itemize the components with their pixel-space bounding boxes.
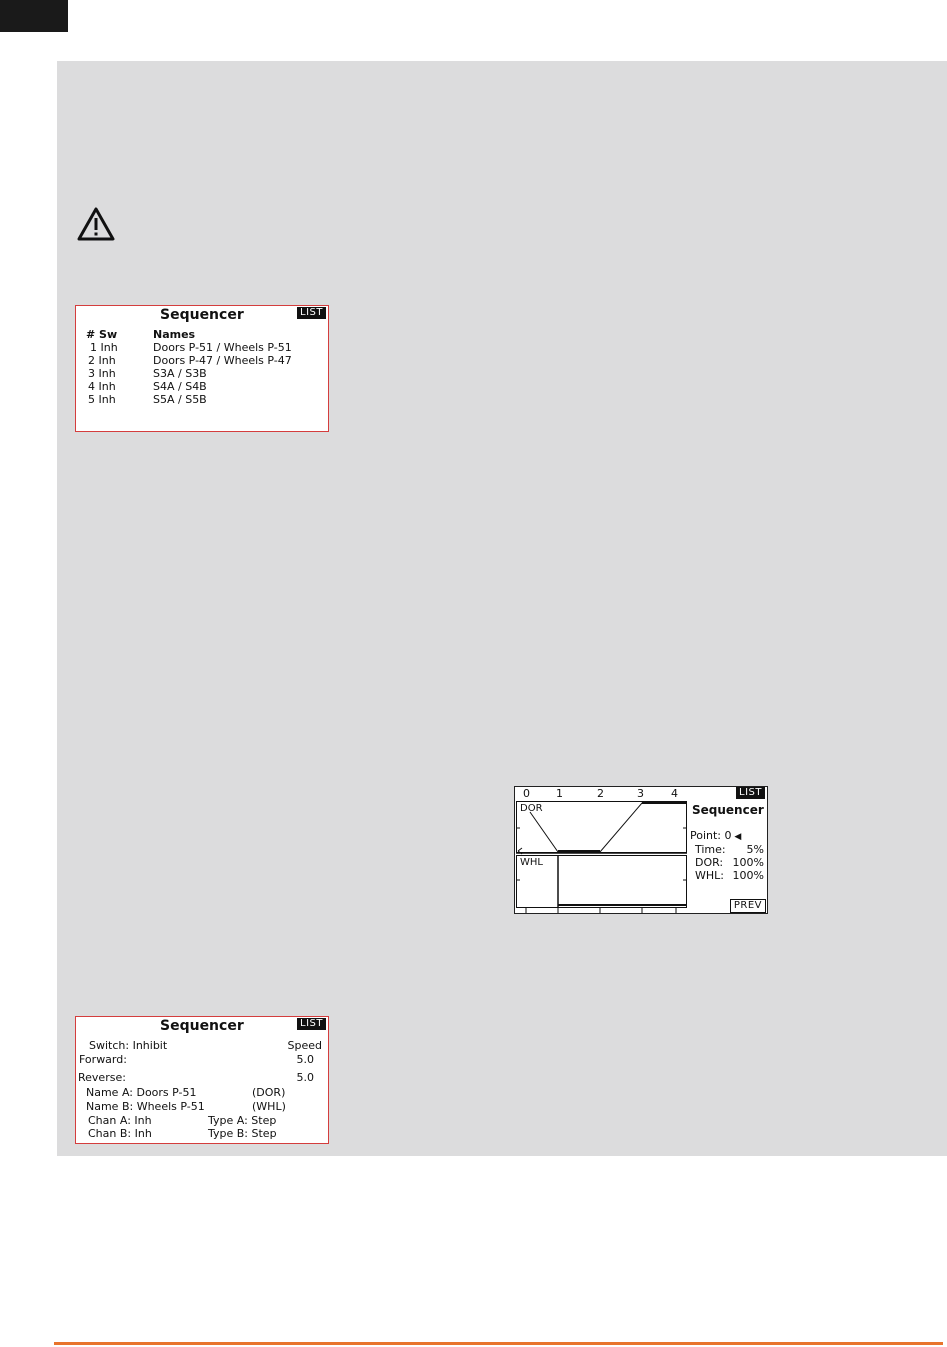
warning-icon xyxy=(77,207,115,241)
speed-header: Speed xyxy=(287,1039,322,1052)
name-a-abbr: (DOR) xyxy=(252,1086,286,1099)
dor-label: DOR: xyxy=(695,856,724,869)
sequencer-list-screen xyxy=(75,305,329,432)
list-item-names: S4A / S4B xyxy=(153,380,207,393)
list-item-names: S5A / S5B xyxy=(153,393,207,406)
chan-b-field[interactable]: Chan B: Inh xyxy=(88,1127,152,1140)
list-item[interactable]: 2 Inh xyxy=(88,354,116,367)
screen-title: Sequencer xyxy=(160,307,244,323)
axis-tick-label: 0 xyxy=(523,787,530,800)
switch-field[interactable]: Switch: Inhibit xyxy=(89,1039,168,1052)
chan-a-field[interactable]: Chan A: Inh xyxy=(88,1114,152,1127)
screen-title: Sequencer xyxy=(692,803,764,817)
sequencer-setup-screen xyxy=(75,1016,329,1144)
list-item-names: Doors P-47 / Wheels P-47 xyxy=(153,354,292,367)
time-value[interactable]: 5% xyxy=(746,843,764,856)
forward-value[interactable]: 5.0 xyxy=(296,1053,314,1066)
sequencer-graph-screen xyxy=(514,786,768,914)
point-label: Point: 0 xyxy=(690,829,732,842)
point-selector[interactable] xyxy=(690,829,741,844)
list-item[interactable]: 3 Inh xyxy=(88,367,116,380)
prev-button[interactable]: PREV xyxy=(730,899,766,913)
type-b-field[interactable]: Type B: Step xyxy=(208,1127,277,1140)
whl-value[interactable]: 100% xyxy=(732,869,764,882)
footer-accent-rule xyxy=(54,1342,943,1345)
list-item[interactable]: 4 Inh xyxy=(88,380,116,393)
forward-label: Forward: xyxy=(79,1053,127,1066)
list-item-names: S3A / S3B xyxy=(153,367,207,380)
page-corner-tab xyxy=(0,0,68,32)
axis-tick-label: 2 xyxy=(597,787,604,800)
axis-tick-label: 3 xyxy=(637,787,644,800)
axis-tick-label: 4 xyxy=(671,787,678,800)
whl-label: WHL: xyxy=(695,869,724,882)
axis-tick-label: 1 xyxy=(556,787,563,800)
list-item[interactable]: 1 Inh xyxy=(90,341,118,354)
time-label: Time: xyxy=(695,843,726,856)
reverse-value[interactable]: 5.0 xyxy=(296,1071,314,1084)
list-button[interactable]: LIST xyxy=(736,787,765,799)
dor-value[interactable]: 100% xyxy=(732,856,764,869)
content-panel xyxy=(57,61,947,1156)
list-button[interactable]: LIST xyxy=(297,307,326,319)
header-number: # Sw xyxy=(86,328,118,341)
screen-title: Sequencer xyxy=(160,1018,244,1034)
type-a-field[interactable]: Type A: Step xyxy=(208,1114,277,1127)
name-b-field[interactable]: Name B: Wheels P-51 xyxy=(86,1100,205,1113)
channel-b-label: WHL xyxy=(520,857,543,868)
channel-a-label: DOR xyxy=(520,803,543,814)
header-names: Names xyxy=(153,328,196,341)
caret-left-icon: ◀ xyxy=(731,832,742,842)
name-b-abbr: (WHL) xyxy=(252,1100,286,1113)
list-item-names: Doors P-51 / Wheels P-51 xyxy=(153,341,292,354)
list-button[interactable]: LIST xyxy=(297,1018,326,1030)
list-item[interactable]: 5 Inh xyxy=(88,393,116,406)
reverse-label: Reverse: xyxy=(78,1071,126,1084)
name-a-field[interactable]: Name A: Doors P-51 xyxy=(86,1086,197,1099)
